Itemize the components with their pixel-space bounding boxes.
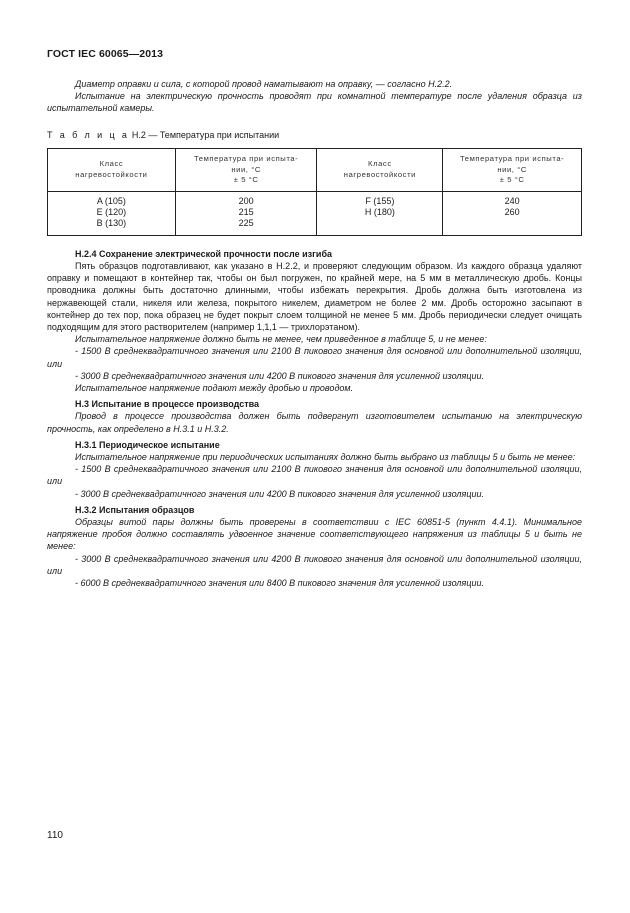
page-content	[47, 78, 582, 589]
header-temperature-1: Температура при испыта- нии, °С ± 5 °С	[175, 148, 317, 191]
document-header: ГОСТ IEC 60065—2013	[47, 48, 164, 60]
h24-paragraph-1: Пять образцов подготавливают, как указано в Н.2.2, и проверяют следующим образом. Из каждого образца удаляют оправку и помещают в контейнер так, чтобы он был погружен, по крайней мере, на 5 мм в металлическую дробь. Концы проводника должны быть достаточно длинными, чтобы избежать перекрытия. Дробь должна быть изготовлена из нержавеющей стали, никеля или железа, покрытого никелем, диаметром не более 2 мм. Дробь осторожно засыпают в контейнер до тех пор, пока образец не будет покрыт слоем толщиной не менее 5 мм. Дробь периодически следует очищать подходящим для этого растворителем (например 1,1,1 — трихлорэтаном).	[47, 261, 582, 333]
h3-paragraph-1: Провод в процессе производства должен быть подвергнут изготовителем испытанию на электрическую прочность, как определено в Н.3.1 и Н.3.2.	[47, 411, 582, 434]
table-row	[48, 191, 582, 235]
table-caption-title: Н.2 — Температура при испытании	[129, 129, 280, 140]
h31-paragraph-1: Испытательное напряжение при периодических испытаниях должно быть выбрано из таблицы 5 и быть не менее:	[75, 452, 576, 463]
h24-list-item-2: - 3000 В среднеквадратичного значения или 4200 В пикового значения для усиленной изоляции.	[75, 370, 484, 381]
intro-paragraph-2: Испытание на электрическую прочность проводят при комнатной температуре после удаления образца из испытательной камеры.	[47, 91, 582, 114]
table-header-row	[48, 148, 582, 191]
cell-temperatures-1: 200 215 225	[175, 191, 317, 235]
h24-paragraph-2: Испытательное напряжение должно быть не менее, чем приведенное в таблице 5, и не менее:	[75, 334, 487, 345]
h32-list-item-2: - 6000 В среднеквадратичного значения или 8400 В пикового значения для усиленной изоляции.	[75, 578, 484, 589]
intro-paragraph-1: Диаметр оправки и сила, с которой провод наматывают на оправку, — согласно Н.2.2.	[75, 79, 453, 89]
h31-list-item-2: - 3000 В среднеквадратичного значения или 4200 В пикового значения для усиленной изоляции.	[75, 488, 484, 499]
table-caption-prefix: Т а б л и ц а	[47, 129, 130, 140]
h32-paragraph-1: Образцы витой пары должны быть проверены в соответствии с IEC 60851-5 (пункт 4.4.1). Минимальное напряжение пробоя должно составлять удвоенное значение соответствующего напряжения из таблицы 5 и быть не менее:	[47, 517, 582, 552]
h24-paragraph-3: Испытательное напряжение подают между дробью и проводом.	[75, 383, 354, 394]
h32-list-item-1: - 3000 В среднеквадратичного значения или 4200 В пикового значения для основной или дополнительной изоляции, или	[47, 553, 582, 576]
cell-temperatures-2: 240 260	[443, 191, 582, 235]
section-title-h3: Н.3 Испытание в процессе производства	[75, 399, 260, 410]
temperature-table	[47, 148, 582, 236]
h24-list-item-1: - 1500 В среднеквадратичного значения или 2100 В пикового значения для основной или дополнительной изоляции, или	[47, 346, 582, 369]
cell-classes-2: F (155) H (180)	[317, 191, 443, 235]
section-title-h31: Н.3.1 Периодическое испытание	[75, 439, 220, 450]
header-class-2: Класс нагревостойкости	[317, 148, 443, 191]
h31-list-item-1: - 1500 В среднеквадратичного значения или 2100 В пикового значения для основной или дополнительной изоляции, или	[47, 464, 582, 487]
cell-classes-1: A (105) E (120) B (130)	[48, 191, 176, 235]
header-class-1: Класс нагревостойкости	[48, 148, 176, 191]
page-number: 110	[47, 830, 63, 841]
section-title-h24: Н.2.4 Сохранение электрической прочности после изгиба	[75, 248, 333, 259]
header-temperature-2: Температура при испыта- нии, °С ± 5 °С	[443, 148, 582, 191]
table-caption	[47, 129, 582, 141]
section-title-h32: Н.3.2 Испытания образцов	[75, 504, 195, 515]
